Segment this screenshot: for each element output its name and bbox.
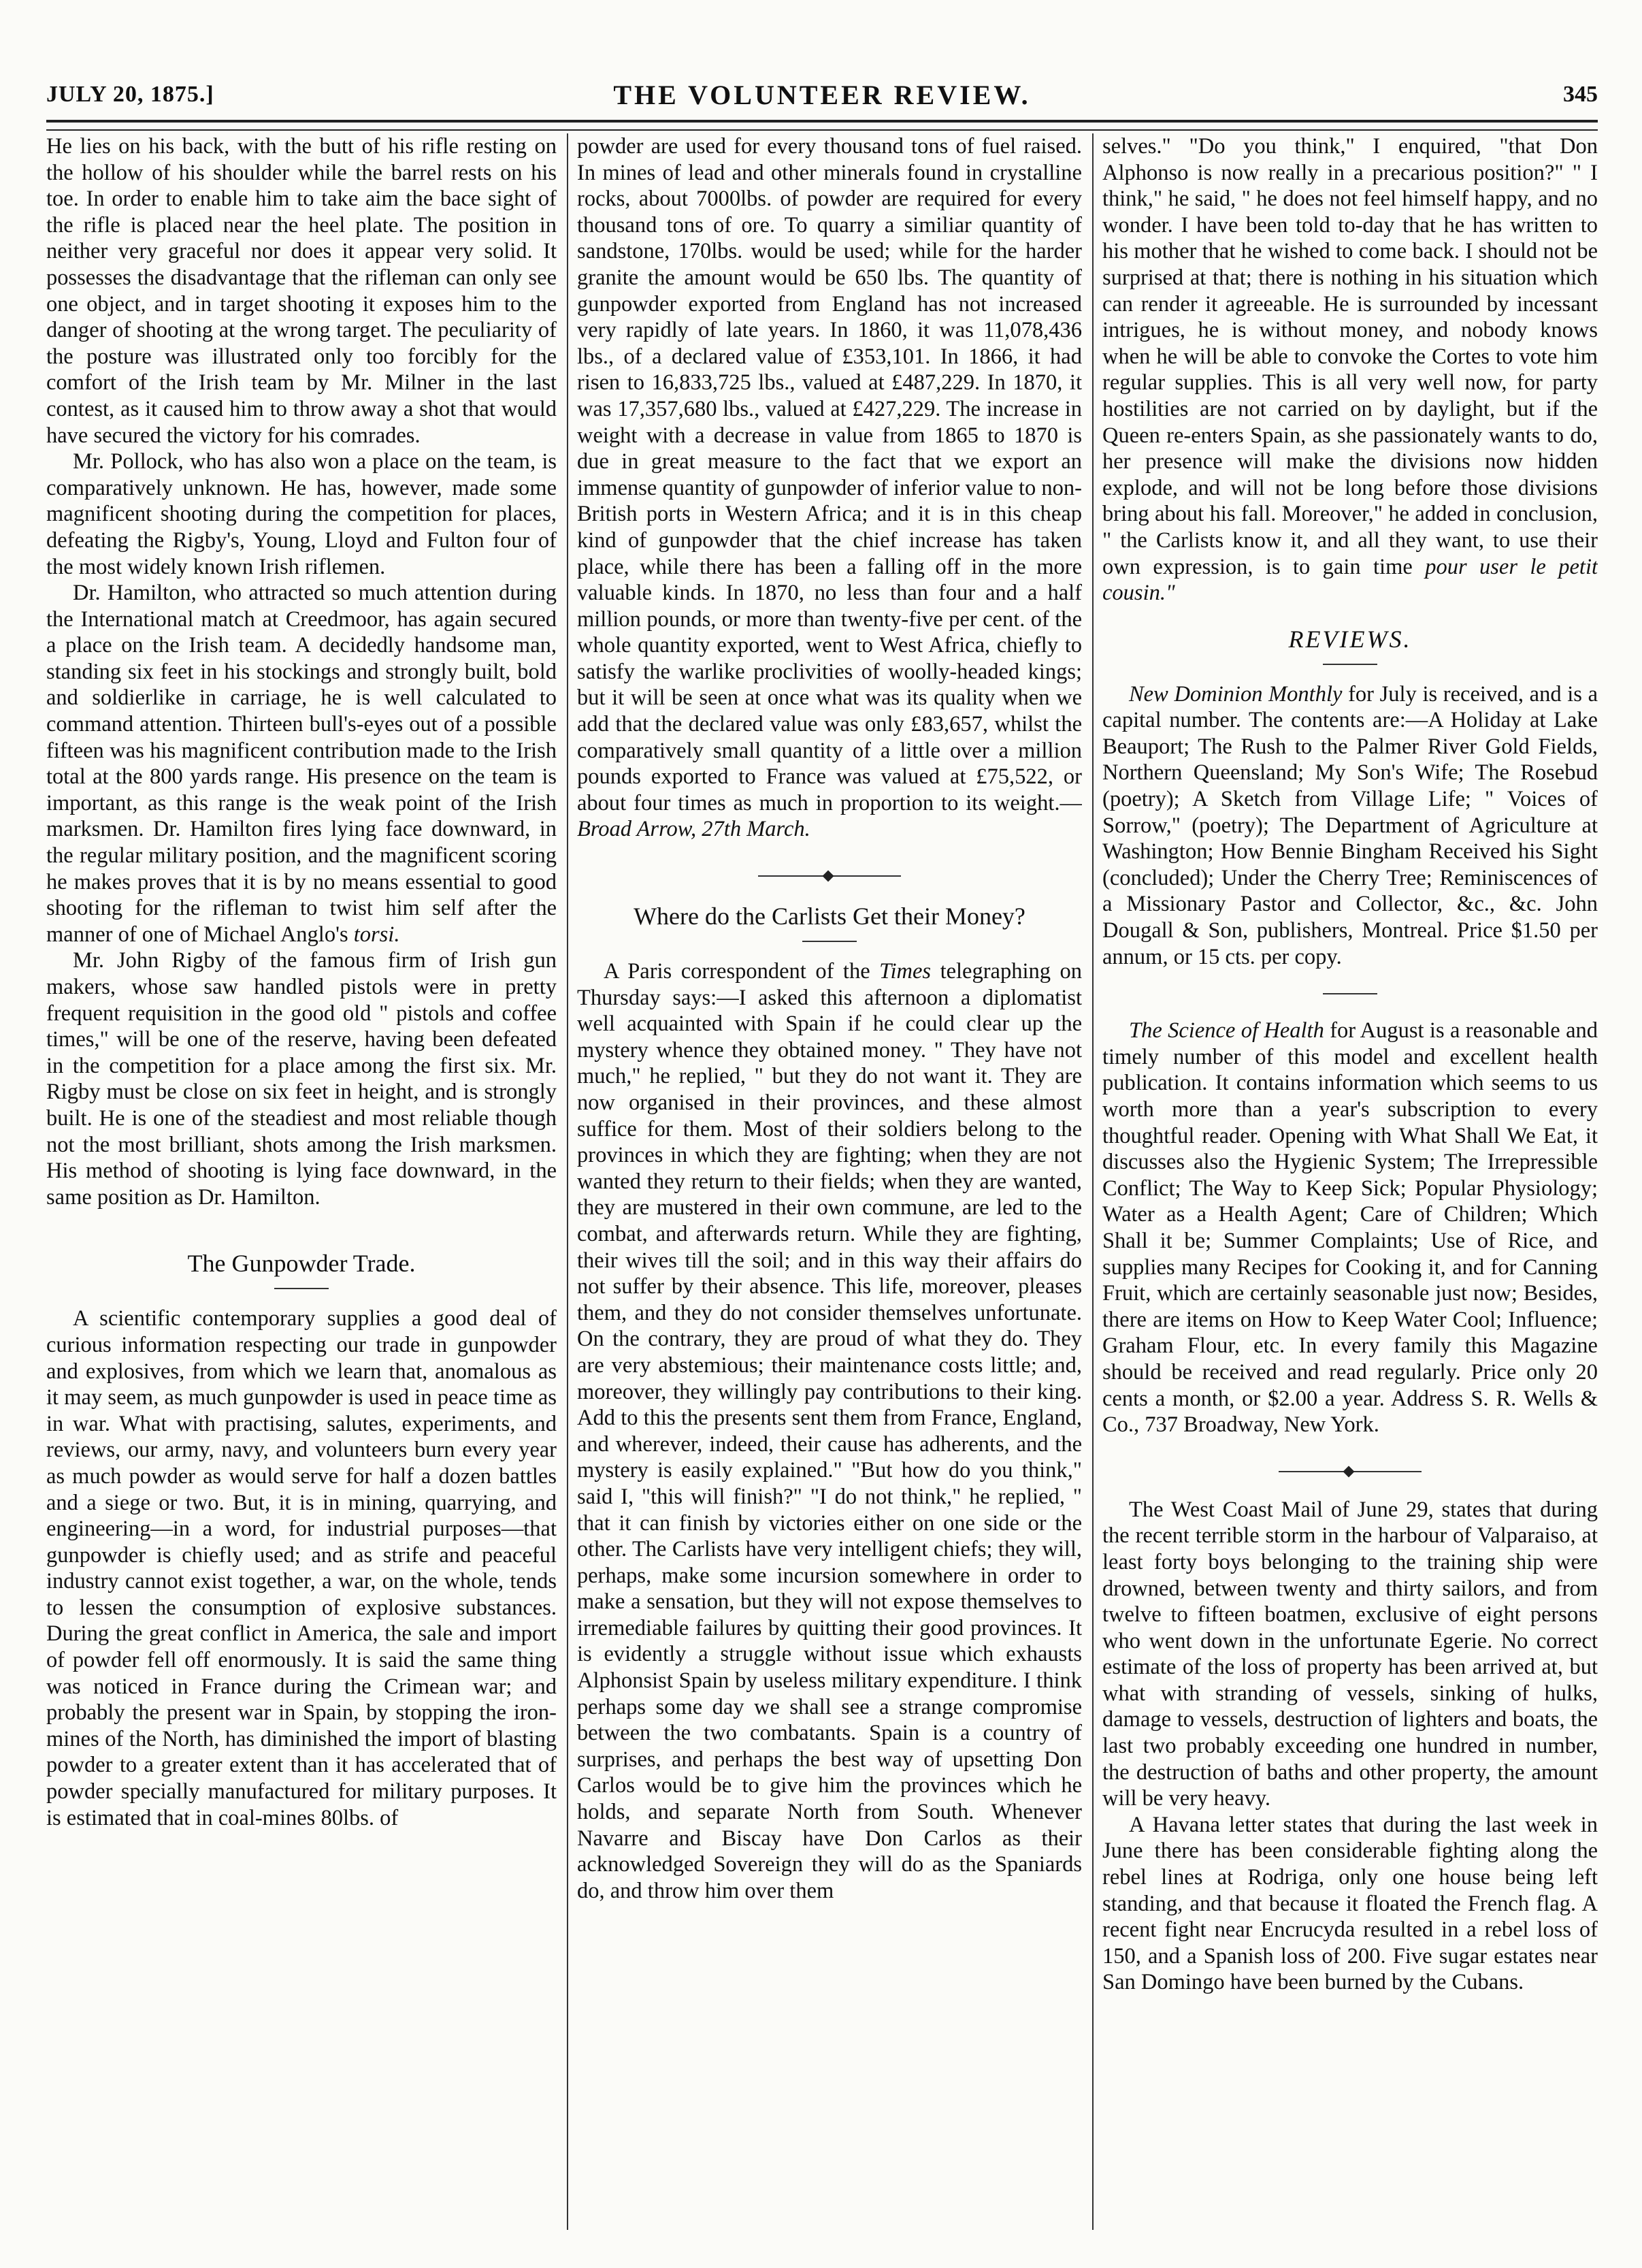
paragraph [577,958,1082,1904]
italic-text: Broad Arrow, 27th March. [577,817,810,842]
paragraph: A scientific contemporary supplies a good deal of curious information respecting our trade in gunpowder and explosives, from which we learn that, anomalous as it may seem, as much gunpowder is used in peace time as in war. What with practising, salutes, experiments, and reviews, our army, navy, and volunteers burn every year as much powder as would serve for half a dozen battles and a siege or two. But, it is in mining, quarrying, and engineering—in a word, for industrial purposes—that gunpowder is chiefly used; and as strife and peaceful industry cannot exist together, a war, on the whole, tends to lessen the consumption of explosive substances. During the great conflict in America, the sale and import of powder fell off enormously. It is said the same thing was noticed in France during the Crimean war; and probably the present war in Spain, by stopping the iron-mines of the North, has diminished the import of blasting powder to a greater extent than it has accelerated that of powder specially manufactured for military purposes. It is estimated that in coal-mines 80lbs. of [46,1306,557,1830]
paragraph [1102,681,1598,971]
paragraph: He lies on his back, with the butt of his rifle resting on the hollow of his shoulder while the barrel rests on his toe. In order to enable him to take aim the bace sight of the rifle is placed near the heel plate. The position in neither very graceful nor does it appear very solid. It possesses the disadvantage that the rifleman can only see one object, and in target shooting it exposes him to the danger of shooting at the wrong target. The peculiarity of the posture was illustrated only too forcibly for the comfort of the Irish team by Mr. Milner in the last contest, as it caused him to throw away a shot that would have secured the victory for his comrades. [46,134,557,448]
separator-rule [1323,993,1377,994]
paragraph [46,580,557,947]
paragraph: Mr. Pollock, who has also won a place on the team, is comparatively unknown. He has, however, made some magnificent shooting during the competition for places, defeating the Rigby's, Young, Lloyd and Fulton four of the most widely known Irish riflemen. [46,449,557,579]
italic-text: pour user le petit cousin." [1102,554,1598,606]
issue-date: JULY 20, 1875.] [46,82,214,107]
italic-text: New Dominion Monthly [1129,681,1343,707]
italic-text: The Science of Health [1129,1018,1324,1043]
paragraph [1102,1018,1598,1438]
italic-text: Times [879,959,932,984]
text-run: selves." "Do you think," I enquired, "that Don Alphonso is now really in a precarious position?" " I think," he said, " he does not feel himself happy, and no wonder. I have been told to-day that he has written to his mother that he wished to come back. I should not be surprised at that; there is nothing in his situation which can render it agreeable. He is surrounded by incessant intrigues, he is without money, and nobody knows when he will be able to convoke the Cortes to vote him regular supplies. This is all very well now, for party hostilities are not carried on by daylight, but if the Queen re-enters Spain, as she passionately wants to do, her presence will make the divisions now hidden explode, and will not be long before those divisions bring about his fall. Moreover," he added in conclusion, " the Carlists know it, and all they want, to use their own expression, is to gain time [1102,134,1598,579]
paragraph: Mr. John Rigby of the famous firm of Irish gun makers, whose saw handled pistols were in pretty frequent requisition in the good old " pistols and coffee times," will be one of the reserve, having been defeated in the competition for a place among the first six. Mr. Rigby must be close on six feet in height, and is strongly built. He is one of the steadiest and most reliable though not the most brilliant, shots among the Irish marksmen. His method of shooting is lying face downward, in the same position as Dr. Hamilton. [46,948,557,1210]
column-3 [1102,133,1598,2230]
paragraph [577,133,1082,843]
page-header [46,27,1598,110]
text-run: for July is received, and is a capital number. The contents are:—A Holiday at Lake Beauport; The Rush to the Palmer River Gold Fields, Northern Queensland; My Son's Wife; The Rosebud (poetry); A Sketch from Village Life; " Voices of Sorrow," (poetry); The Department of Agriculture at Washington; How Bennie Bingham Received his Sight (concluded); Under the Cherry Tree; Reminiscences of a Missionary Pastor and Collector, &c., &c. John Dougall & Son, publishers, Montreal. Price $1.50 per annum, or 15 cts. per copy. [1102,681,1598,969]
section-heading-reviews: REVIEWS. [1288,625,1412,653]
heading-rule [802,941,857,942]
italic-text: torsi. [353,922,400,947]
paragraph [1102,133,1598,606]
heading-rule [1323,664,1377,665]
article-heading-gunpowder: The Gunpowder Trade. [187,1250,416,1278]
text-run: powder are used for every thousand tons of fuel raised. In mines of lead and other minerals found in crystalline rocks, about 7000lbs. of powder are required for every thousand tons of ore. To quarry a similiar quantity of sandstone, 170lbs. would be used; while for the harder granite the amount would be 650 lbs. The quantity of gunpowder exported from England has not increased very rapidly of late years. In 1860, it was 11,078,436 lbs., of a declared value of £353,101. In 1866, it had risen to 16,833,725 lbs., valued at £487,229. In 1870, it was 17,357,680 lbs., valued at £427,229. The increase in weight with a decrease in value from 1865 to 1870 is due in great measure to the fact that we export an immense quantity of gunpowder of inferior value to non-British ports in Western Africa; and it is in this cheap kind of gunpowder that the chief increase has taken place, while there has been a falling off in the more valuable kinds. In 1870, no less than four and a half million pounds, or more than twenty-five per cent. of the whole quantity exported, went to West Africa, chiefly to satisfy the warlike proclivities of woolly-headed kings; but it will be seen at once what was its quality when we add that the declared value was only £83,657, whilst the comparatively small quantity of a little over a million pounds exported to France was valued at £75,522, or about four times as much in proportion to its weight.— [577,134,1082,815]
section-ornament [1279,1467,1422,1476]
header-rule [46,120,1598,131]
section-ornament [758,871,901,881]
paragraph: A Havana letter states that during the last week in June there has been considerable fighting along the rebel lines at Rodriga, only one house being left standing, and that because it floated the French flag. A recent fight near Encrucyda resulted in a rebel loss of 150, and a Spanish loss of 200. Five sugar estates near San Domingo have been burned by the Cubans. [1102,1812,1598,1995]
column-divider-2 [1092,133,1094,2230]
column-1 [46,133,557,2230]
column-divider-1 [567,133,568,2230]
article-heading-carlists: Where do the Carlists Get their Money? [634,903,1025,930]
paragraph: The West Coast Mail of June 29, states that during the recent terrible storm in the harbour of Valparaiso, at least forty boys belonging to the training ship were drowned, between twenty and thirty sailors, and from twelve to fifteen boatmen, exclusive of eight persons who went down in the unfortunate Egerie. No correct estimate of the loss of property has been arrived at, but what with stranding of vessels, sinking of hulks, damage to vessels, destruction of lighters and boats, the last two probably exceeding one hundred in number, the destruction of baths and other property, the amount will be very heavy. [1102,1497,1598,1811]
page-number: 345 [1563,82,1598,107]
text-run: telegraphing on Thursday says:—I asked this afternoon a diplomatist well acquainted with Spain if he could clear up the mystery whence they obtained money. " They have not much," he replied, " but they do not want it. They are now organised in their provinces, and these almost suffice for them. Most of their soldiers belong to the provinces in which they are fighting; when they are not wanted they return to their fields; when they are wanted, they are mustered in their own commune, are led to the combat, and afterwards return. While they are fighting, their wives till the soil; and in this way their affairs do not suffer by their absence. This life, moreover, pleases them, and they do not consider themselves unfortunate. On the contrary, they are proud of what they do. They are very abstemious; their maintenance costs little; and, moreover, they willingly pay contributions to their king. Add to this the presents sent them from France, England, and wherever, indeed, their cause has adherents, and the mystery is easily explained." "But how do you think," said I, "this will finish?" "I do not think," he replied, " that it can finish by victories either on one side or the other. The Carlists have very intelligent chiefs; they will, perhaps, make some incursion somewhere in order to make a sensation, but they will not expose themselves to irremediable failures by quitting their good provinces. It is evidently a struggle without issue which exhausts Alphonsist Spain by useless military expenditure. I think perhaps some day we shall see a strange compromise between the two combatants. Spain is a country of surprises, and perhaps the best way of upsetting Don Carlos would be to give him the provinces which he holds, and separate North from South. Whenever Navarre and Biscay have Don Carlos as their acknowledged Sovereign they will do as the Spaniards do, and throw him over them [577,959,1082,1903]
text-run: Dr. Hamilton, who attracted so much attention during the International match at Creedmoor, has again secured a place on the Irish team. A decidedly handsome man, standing six feet in his stockings and strongly built, bold and soldierlike in carriage, he is well calculated to command attention. Thirteen bull's-eyes out of a possible fifteen was his magnificent contribution made to the Irish total at the 800 yards range. His presence on the team is important, as this range is the weak point of the Irish marksmen. Dr. Hamilton fires lying face downward, in the regular military position, and the magnificent scoring he makes proves that it is by no means essential to good shooting for the rifleman to twist him self after the manner of one of Michael Anglo's [46,581,557,947]
publication-title: THE VOLUNTEER REVIEW. [613,80,1031,110]
text-run: for August is a reasonable and timely number of this model and excellent health publication. It contains information which seems to us worth more than a year's subscription to every thoughtful reader. Opening with What Shall We Eat, it discusses also the Hygienic System; The Irrepressible Conflict; The Way to Keep Sick; Popular Physiology; Water as a Health Agent; Care of Children; Which Shall it be; Summer Complaints; Use of Rice, and supplies many Recipes for Cooking it, and for Canning Fruit, which are certainly seasonable just now; Besides, there are items on How to Keep Water Cool; Influence; Graham Flour, etc. In every family this Magazine should be received and read regularly. Price only 20 cents a month, or $2.00 a year. Address S. R. Wells & Co., 737 Broadway, New York. [1102,1018,1598,1438]
heading-rule [274,1288,329,1289]
text-run: A Paris correspondent of the [604,959,870,984]
column-2 [577,133,1082,2230]
